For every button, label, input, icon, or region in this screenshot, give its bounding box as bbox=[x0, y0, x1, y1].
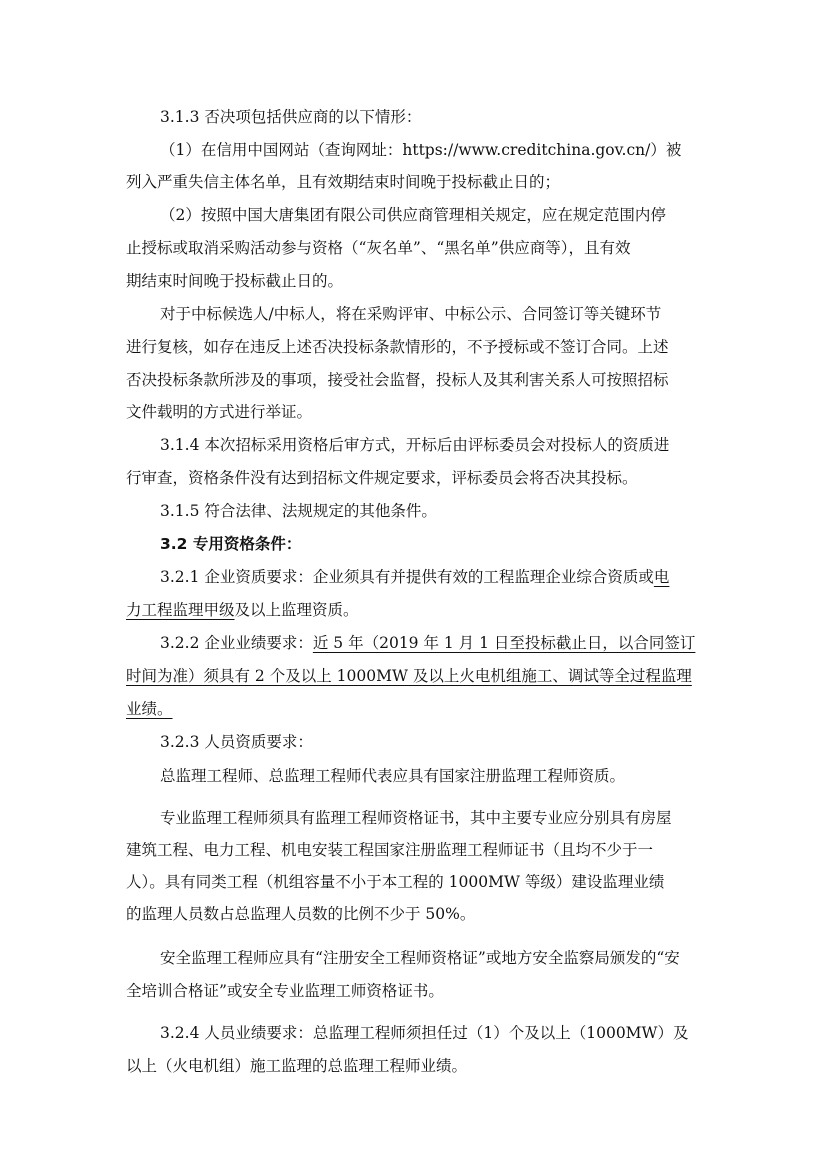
paragraph-3-1-4-line-2: 行审查，资格条件没有达到招标文件规定要求，评标委员会将否决其投标。 bbox=[126, 469, 638, 487]
paragraph-safety-line-2: 全培训合格证”或安全专业监理工师资格证书。 bbox=[126, 982, 444, 1000]
paragraph-3-1-3-heading: 3.1.3 否决项包括供应商的以下情形： bbox=[160, 108, 422, 126]
text-span: 3.2.1 企业资质要求：企业须具有并提供有效的工程监理企业综合资质或 bbox=[160, 568, 654, 586]
paragraph-3-2-4-line-2: 以上（火电机组）施工监理的总监理工程师业绩。 bbox=[126, 1057, 468, 1075]
paragraph-3-2-1-line-2 bbox=[126, 600, 359, 620]
paragraph-review-line-2: 进行复核，如存在违反上述否决投标条款情形的，不予授标或不签订合同。上述 bbox=[126, 338, 669, 356]
text-span: 及以上监理资质。 bbox=[234, 601, 359, 619]
underlined-text: 电 bbox=[653, 568, 670, 586]
underlined-text: 近 5 年（2019 年 1 月 1 日至投标截止日，以合同签订 bbox=[312, 634, 696, 652]
paragraph-safety-line-1: 安全监理工程师应具有“注册安全工程师资格证”或地方安全监察局颁发的“安 bbox=[160, 949, 680, 967]
paragraph-3-1-4-line-1: 3.1.4 本次招标采用资格后审方式，开标后由评标委员会对投标人的资质进 bbox=[160, 436, 670, 454]
paragraph-chief-engineer: 总监理工程师、总监理工程师代表应具有国家注册监理工程师资质。 bbox=[160, 767, 626, 785]
paragraph-item-1-line-1: （1）在信用中国网站（查询网址：https://www.creditchina.gov.cn/）被 bbox=[160, 141, 682, 159]
paragraph-3-2-4-line-1: 3.2.4 人员业绩要求：总监理工程师须担任过（1）个及以上（1000MW）及 bbox=[160, 1024, 689, 1042]
paragraph-3-2-2-line-1 bbox=[160, 633, 695, 653]
paragraph-3-2-2-line-3: 业绩。 bbox=[126, 700, 173, 718]
text-span: 3.2.2 企业业绩要求： bbox=[160, 634, 313, 652]
paragraph-item-2-line-2: 止授标或取消采购活动参与资格（“灰名单”、“黑名单”供应商等），且有效 bbox=[126, 239, 631, 257]
paragraph-specialist-line-1: 专业监理工程师须具有监理工程师资格证书，其中主要专业应分别具有房屋 bbox=[160, 809, 672, 827]
paragraph-review-line-1: 对于中标候选人/中标人，将在采购评审、中标公示、合同签订等关键环节 bbox=[160, 305, 662, 323]
paragraph-item-2-line-3: 期结束时间晚于投标截止日的。 bbox=[126, 272, 344, 290]
paragraph-specialist-line-4: 的监理人员数占总监理人员数的比例不少于 50%。 bbox=[126, 905, 476, 923]
paragraph-3-2-1-line-1 bbox=[160, 567, 669, 587]
paragraph-item-1-line-2: 列入严重失信主体名单，且有效期结束时间晚于投标截止日的； bbox=[126, 173, 561, 191]
underlined-text: 力工程监理甲级 bbox=[126, 601, 235, 619]
paragraph-review-line-3: 否决投标条款所涉及的事项，接受社会监督，投标人及其利害关系人可按照招标 bbox=[126, 371, 669, 389]
paragraph-item-2-line-1: （2）按照中国大唐集团有限公司供应商管理相关规定，应在规定范围内停 bbox=[160, 206, 666, 224]
section-3-2-heading: 3.2 专用资格条件： bbox=[160, 535, 302, 553]
paragraph-3-2-3-heading: 3.2.3 人员资质要求： bbox=[160, 733, 313, 751]
paragraph-specialist-line-2: 建筑工程、电力工程、机电安装工程国家注册监理工程师证书（且均不少于一 bbox=[126, 841, 654, 859]
paragraph-3-2-2-line-2: 时间为准）须具有 2 个及以上 1000MW 及以上火电机组施工、调试等全过程监理 bbox=[126, 667, 692, 685]
paragraph-review-line-4: 文件载明的方式进行举证。 bbox=[126, 403, 313, 421]
paragraph-3-1-5: 3.1.5 符合法律、法规规定的其他条件。 bbox=[160, 502, 437, 520]
paragraph-specialist-line-3: 人）。具有同类工程（机组容量不小于本工程的 1000MW 等级）建设监理业绩 bbox=[126, 873, 665, 891]
